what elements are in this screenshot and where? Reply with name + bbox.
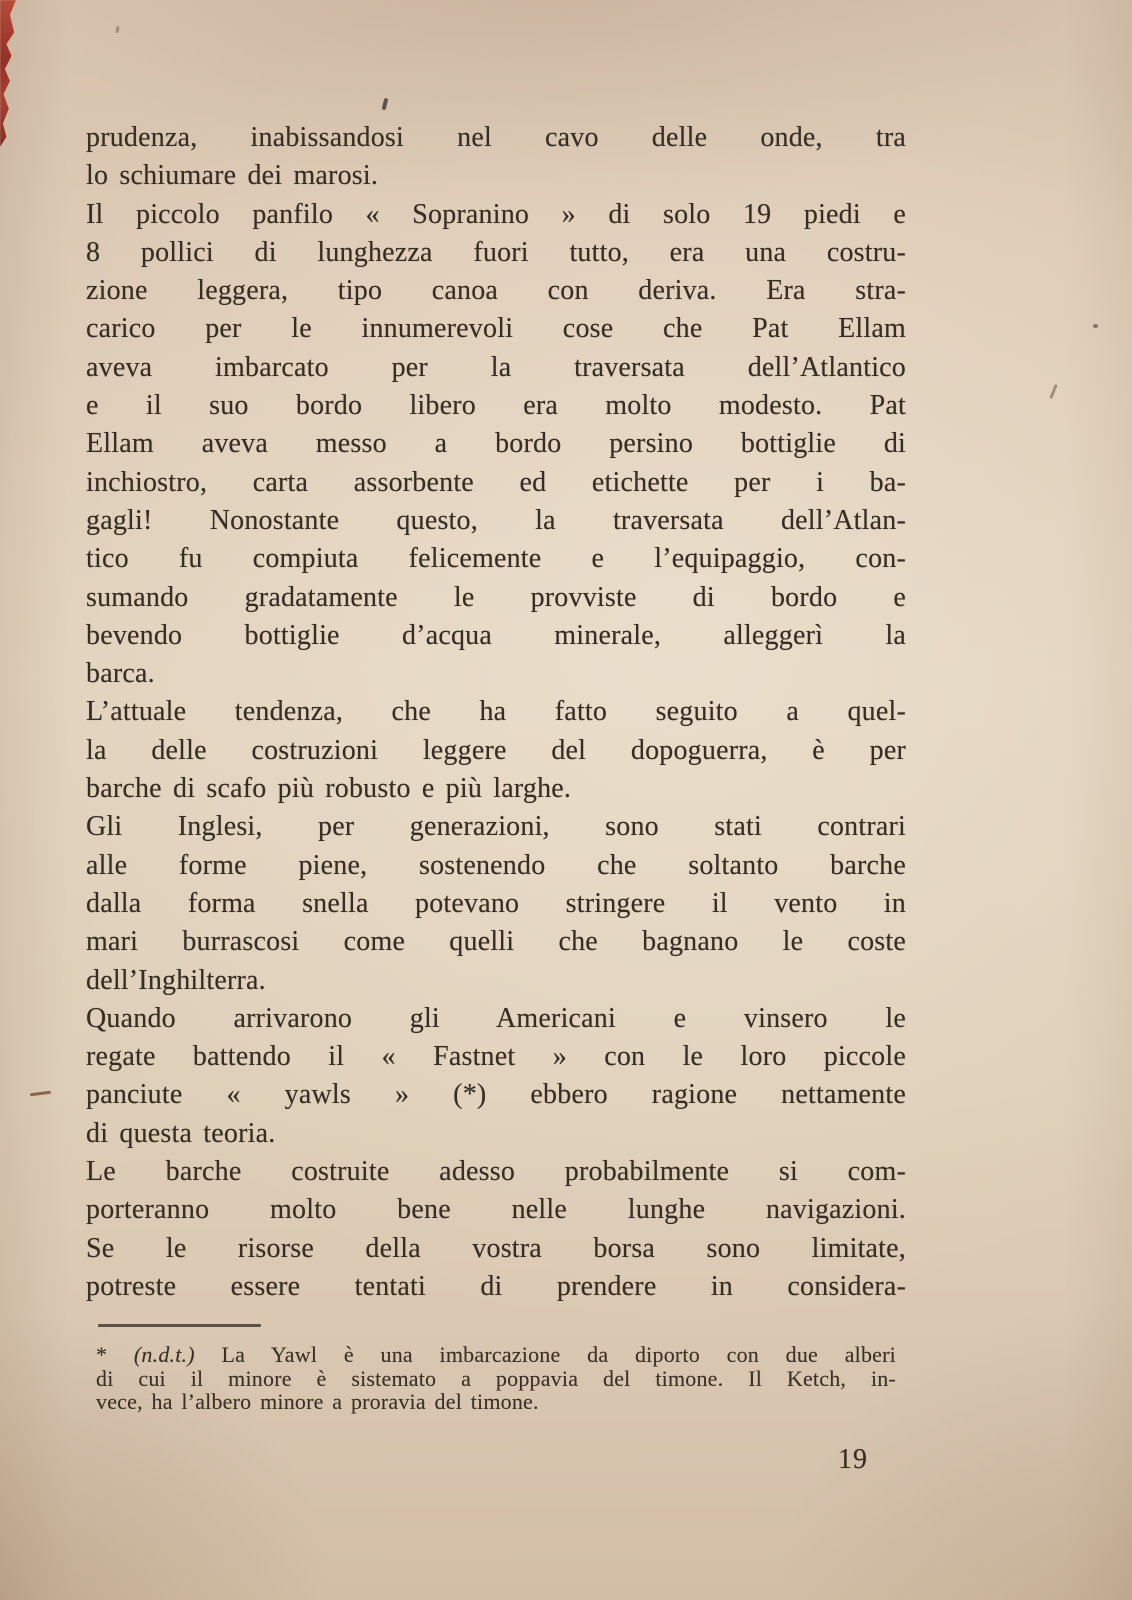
- text-line: L’attuale tendenza, che ha fatto seguito a quel-: [86, 696, 906, 728]
- stray-ink-mark: [115, 26, 119, 33]
- text-line: Il piccolo panfilo « Sopranino » di solo 19 piedi e: [86, 198, 906, 230]
- page-number: 19: [838, 1444, 868, 1475]
- text-line: carico per le innumerevoli cose che Pat Ellam: [86, 313, 906, 345]
- text-line: panciute « yawls » (*) ebbero ragione nettamente: [86, 1079, 906, 1111]
- footnote: [96, 1343, 896, 1414]
- text-line: di cui il minore è sistemato a poppavia del timone. Il Ketch, in-: [96, 1365, 896, 1391]
- text-line: Le barche costruite adesso probabilmente si com-: [86, 1156, 906, 1188]
- body-text: [86, 119, 906, 1306]
- text-line: e il suo bordo libero era molto modesto. Pat: [86, 390, 906, 422]
- pen-mark: [30, 1091, 51, 1097]
- text-line: zione leggera, tipo canoa con deriva. Era stra-: [86, 275, 906, 307]
- stray-ink-mark: [382, 98, 389, 111]
- text-line: dell’Inghilterra.: [86, 964, 266, 996]
- text-line: bevendo bottiglie d’acqua minerale, alleggerì la: [86, 619, 906, 651]
- text-line: la delle costruzioni leggere del dopoguerra, è per: [86, 734, 906, 766]
- text-line: porteranno molto bene nelle lunghe navigazioni.: [86, 1194, 906, 1226]
- text-line: barca.: [86, 658, 155, 690]
- text-line: aveva imbarcato per la traversata dell’Atlantico: [86, 351, 906, 383]
- text-line: Quando arrivarono gli Americani e vinsero le: [86, 1002, 906, 1034]
- footnote-text: *: [96, 1342, 108, 1367]
- text-line: prudenza, inabissandosi nel cavo delle onde, tra: [86, 122, 906, 153]
- text-line: barche di scafo più robusto e più larghe.: [86, 773, 572, 805]
- text-line: Ellam aveva messo a bordo persino bottiglie di: [86, 428, 906, 460]
- text-line: Gli Inglesi, per generazioni, sono stati contrari: [86, 811, 906, 843]
- text-line: dalla forma snella potevano stringere il vento in: [86, 887, 906, 919]
- text-line: inchiostro, carta assorbente ed etichette per i ba-: [86, 466, 906, 498]
- text-line: tico fu compiuta felicemente e l’equipaggio, con-: [86, 543, 906, 575]
- text-line: gagli! Nonostante questo, la traversata dell’Atlan-: [86, 504, 906, 536]
- text-line: di questa teoria.: [86, 1117, 276, 1149]
- text-line: regate battendo il « Fastnet » con le loro piccole: [86, 1041, 906, 1073]
- footnote-text: La Yawl è una imbarcazione da diporto con due alberi: [221, 1342, 896, 1367]
- text-line: vece, ha l’albero minore a proravia del timone.: [96, 1389, 539, 1415]
- text-line: Se le risorse della vostra borsa sono limitate,: [86, 1232, 906, 1264]
- text-line: 8 pollici di lunghezza fuori tutto, era una costru-: [86, 236, 906, 268]
- text-line: mari burrascosi come quelli che bagnano le coste: [86, 926, 906, 958]
- text-line: lo schiumare dei marosi.: [86, 160, 379, 192]
- footnote-rule: [98, 1324, 261, 1327]
- red-edge-mark: [0, 0, 16, 147]
- footnote-abbreviation: (n.d.t.): [133, 1342, 195, 1367]
- text-line: alle forme piene, sostenendo che soltanto barche: [86, 849, 906, 881]
- paper-fiber: [1049, 384, 1057, 399]
- text-line: [96, 1343, 896, 1367]
- text-line: potreste essere tentati di prendere in considera-: [86, 1270, 906, 1302]
- text-line: sumando gradatamente le provviste di bordo e: [86, 581, 906, 613]
- paper-speck: [1093, 324, 1098, 328]
